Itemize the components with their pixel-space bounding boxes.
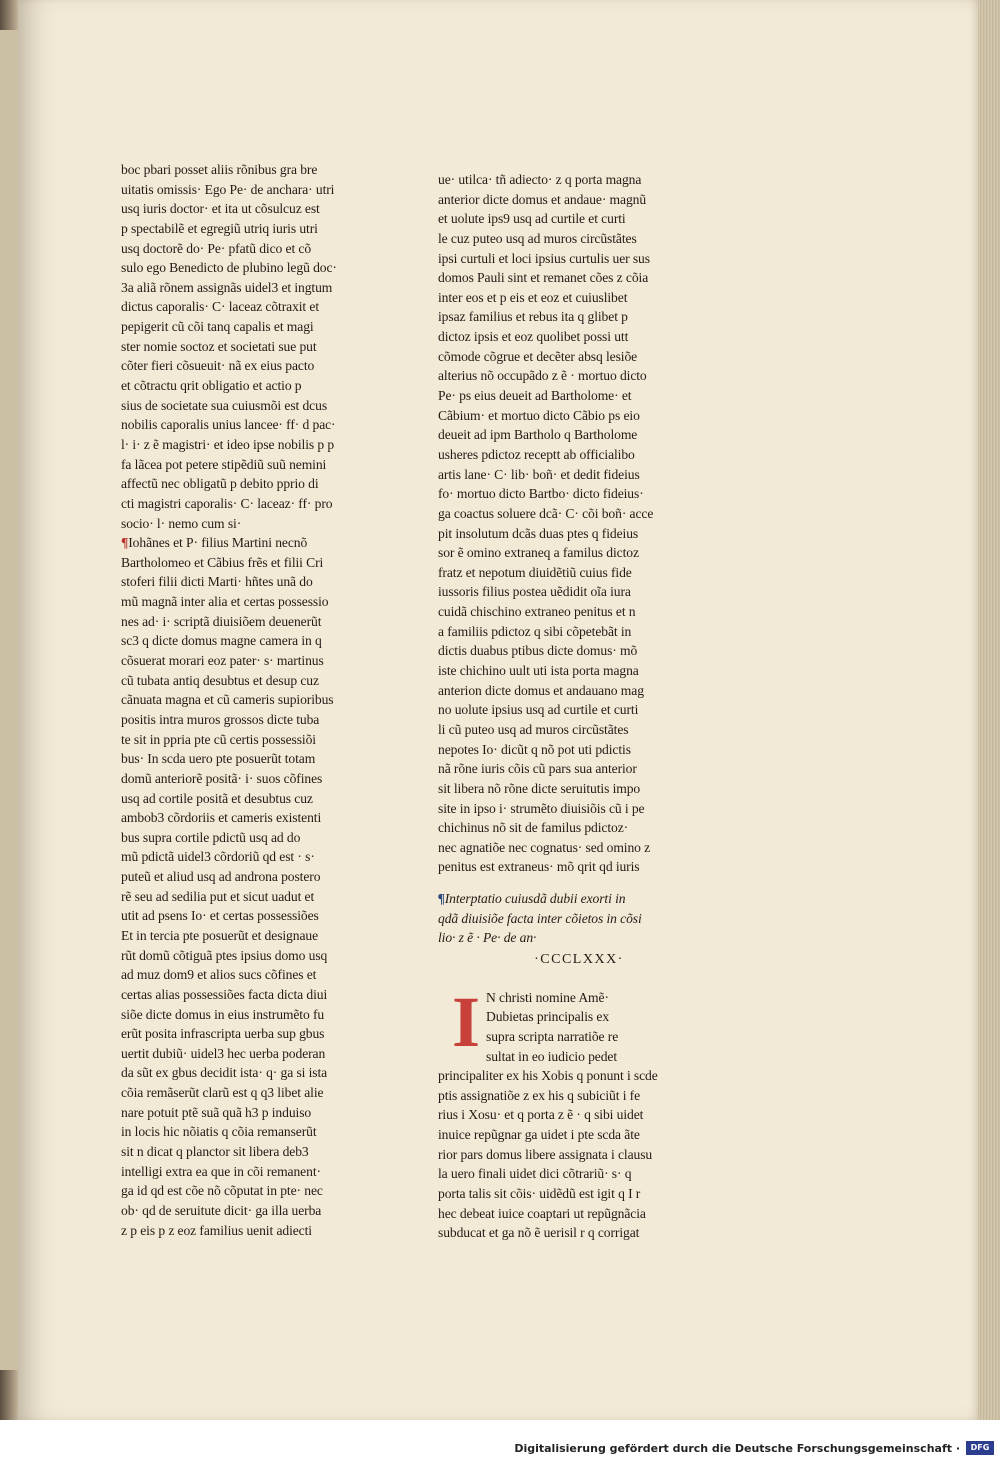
decorated-initial-letter: I <box>452 981 480 1062</box>
text-line: qdã diuisiõe facta inter cõietos in cõsi <box>438 910 642 926</box>
text-line: sc3 q dicte domus magne camera in q <box>121 633 322 649</box>
text-line: intelligi extra ea que in cõi remanent· <box>121 1163 321 1179</box>
text-line: a familiis pdictoz q sibi cõpetebãt in <box>438 623 632 639</box>
text-line <box>121 533 369 553</box>
initial-paragraph <box>438 981 700 1243</box>
text-line: ster nomie soctoz et societati sue put <box>121 338 317 354</box>
text-line: domos Pauli sint et remanet cões z cõia <box>438 270 649 286</box>
text-line: da sũt ex gbus decidit ista· q· ga si ista <box>121 1065 328 1081</box>
text-line: nobilis caporalis unius lancee· ff· d pac· <box>121 417 336 433</box>
funding-credit: Digitalisierung gefördert durch die Deutsche Forschungsgemeinschaft · <box>514 1442 960 1455</box>
text-line: lio· z ẽ · Pe· de an· <box>438 930 537 946</box>
text-line: domũ anteriorẽ positã· i· suos cõfines <box>121 770 323 786</box>
text-line: bus· In scda uero pte posuerũt totam <box>121 751 316 767</box>
text-line: cõia remãserũt clarũ est q q3 libet alie <box>121 1085 324 1101</box>
text-line: ue· utilca· tñ adiecto· z q porta magna <box>438 172 642 187</box>
text-line: 3a aliã rõnem assignãs uidel3 et ingtum <box>121 279 333 295</box>
text-line: usq ad cortile positã et desubtus cuz <box>121 790 313 806</box>
text-line: l· i· z ẽ magistri· et ideo ipse nobilis p p <box>121 436 335 452</box>
text-line: Bartholomeo et Cãbius frẽs et filii Cri <box>121 554 324 570</box>
text-line: cõmode cõgrue et decẽter absq lesiõe <box>438 348 638 364</box>
text-line: pepigerit cũ cõi tanq capalis et magi <box>121 319 314 335</box>
text-line: usheres pdictoz receptt ab officialibo <box>438 446 635 462</box>
text-line: usq doctorẽ do· Pe· pfatũ dico et cõ <box>121 240 312 256</box>
right-text-column <box>438 170 700 1243</box>
text-line: iste chichino uult uti ista porta magna <box>438 663 639 679</box>
text-line: stoferi filii dicti Marti· hñtes unã do <box>121 574 313 590</box>
text-line: rũt domũ cõtiguã ptes ipsius domo usq <box>121 947 328 963</box>
text-line: socio· l· nemo cum si· <box>121 515 242 531</box>
text-line: rẽ seu ad sedilia put et sicut uadut et <box>121 888 315 904</box>
text-line: Dubietas principalis ex <box>486 1009 610 1025</box>
text-line: rior pars domus libere assignata i clausu <box>438 1146 653 1162</box>
text-line: dictus caporalis· C· laceaz cõtraxit et <box>121 299 320 315</box>
text-line: site in ipso i· strumẽto diuisiõis cũ i pe <box>438 800 645 816</box>
text-line: z p eis p z eoz familius uenit adiecti <box>121 1222 312 1238</box>
text-line: nes ad· i· scriptã diuisiõem deuenerũt <box>121 613 322 629</box>
text-line: subducat et ga nõ ẽ uerisil r q corrigat <box>438 1225 640 1241</box>
text-line: cuidã chischino extraneo penitus et n <box>438 604 636 620</box>
text-line: iussoris filius postea uẽdidit oĩa iura <box>438 584 631 600</box>
text-line: principaliter ex his Xobis q ponunt i scde <box>438 1068 658 1084</box>
text-line: ipsaz familius et rebus ita q glibet p <box>438 309 628 325</box>
text-line: rius i Xosu· et q porta z ẽ · q sibi uidet <box>438 1107 644 1123</box>
text-line: sulo ego Benedicto de plubino legũ doc· <box>121 260 337 276</box>
text-line: erũt posita infrascripta uerba sup gbus <box>121 1026 325 1042</box>
text-line: ptis assignatiõe z ex his q subiciũt i fe <box>438 1087 641 1103</box>
text-line: et uolute ips9 usq ad curtile et curti <box>438 211 626 227</box>
text-line: le cuz puteo usq ad muros circũstãtes <box>438 230 637 246</box>
text-line: fo· mortuo dicto Bartbo· dicto fideius· <box>438 486 644 502</box>
paragraph-mark-icon: ¶ <box>121 535 129 551</box>
text-line: sit libera nõ rõne dicte seruitutis impo <box>438 780 641 796</box>
text-line: usq iuris doctor· et ita ut cõsulcuz est <box>121 201 320 217</box>
text-line: alterius nõ occupãdo z ẽ · mortuo dicto <box>438 368 647 384</box>
text-line-content: Iohãnes et P· filius Martini necnõ <box>128 535 308 551</box>
text-line: cãnuata magna et cũ cameris supioribus <box>121 692 334 708</box>
section-number: ·CCCLXXX· <box>534 951 624 967</box>
text-line: et cõtractu qrit obligatio et actio p <box>121 378 302 394</box>
text-line: ob· qd de seruitute dicit· ga illa uerba <box>121 1202 322 1218</box>
text-line: positis intra muros grossos dicte tuba <box>121 711 320 727</box>
facing-page-edge <box>0 30 18 1370</box>
left-text-column <box>121 160 369 1240</box>
text-line: artis lane· C· lib· boñ· et dedit fideius <box>438 466 640 482</box>
text-line: cõsuerat morari eoz pater· s· martinus <box>121 653 324 669</box>
text-line: dictoz ipsis et eoz quolibet possi utt <box>438 329 629 345</box>
dfg-logo: DFG <box>966 1441 994 1455</box>
text-line: ambob3 cõrdoriis et cameris existenti <box>121 810 322 826</box>
text-line: inter eos et p eis et eoz et cuiuslibet <box>438 289 628 305</box>
text-line: anterior dicte domus et andaue· magnũ <box>438 191 647 207</box>
text-line: Et in tercia pte posuerũt et designaue <box>121 927 319 943</box>
right-paragraph-1 <box>438 170 700 877</box>
text-line: ga id qd est cõe nõ cõputat in pte· nec <box>121 1183 323 1199</box>
text-line: cũ tubata antiq desubtus et desup cuz <box>121 672 319 688</box>
text-line: boc pbari posset aliis rõnibus gra bre <box>121 162 318 177</box>
text-line: ad muz dom9 et alios sucs cõfines et <box>121 967 317 983</box>
text-line: penitus est extraneus· mõ qrit qd iuris <box>438 859 640 875</box>
text-line: p spectabilẽ et egregiũ utriq iuris utri <box>121 220 318 236</box>
text-line: nepotes Io· dicũt q nõ pot uti pdictis <box>438 741 631 757</box>
text-line: cõter fieri cõsueuit· nã ex eius pacto <box>121 358 315 374</box>
text-line: fa lãcea pot petere stipẽdiũ suũ nemini <box>121 456 327 472</box>
text-line: ga coactus soluere dcã· C· cõi boñ· acce <box>438 505 654 521</box>
text-line: puteũ et aliud usq ad androna postero <box>121 869 321 885</box>
left-paragraph-1 <box>121 160 369 533</box>
footer-bar <box>0 1420 1000 1463</box>
book-page <box>18 0 978 1420</box>
text-line: cti magistri caporalis· C· laceaz· ff· pro <box>121 495 333 511</box>
text-line: certas alias possessiões facta dicta diui <box>121 986 328 1002</box>
text-line: sultat in eo iudicio pedet <box>486 1048 618 1064</box>
text-line: hec debeat iuice coaptari ut repũgnãcia <box>438 1205 646 1221</box>
text-line: nã rõne iuris cõis cũ pars sua anterior <box>438 761 637 777</box>
text-line: uitatis omissis· Ego Pe· de anchara· utri <box>121 181 335 197</box>
text-line: ipsi curtuli et loci ipsius curtulis uer sus <box>438 250 650 266</box>
text-line: no uolute ipsius usq ad curtile et curti <box>438 702 639 718</box>
text-line: sius de societate sua cuiusmõi est dcus <box>121 397 328 413</box>
text-line <box>438 889 700 909</box>
text-line: deueit ad ipm Bartholo q Bartholome <box>438 427 638 443</box>
text-line: chichinus nõ sit de familus pdictoz· <box>438 820 629 836</box>
text-line: sor ẽ omino extraneq a familus dictoz <box>438 545 639 561</box>
paragraph-mark-icon: ¶ <box>438 891 445 907</box>
text-line: nec agnatiõe nec cognatus· sed omino z <box>438 839 651 855</box>
text-line: uertit dubiũ· uidel3 hec uerba poderan <box>121 1045 326 1061</box>
text-line: N christi nomine Amẽ· <box>486 989 609 1005</box>
text-line: dictis duabus ptibus dicte domus· mõ <box>438 643 638 659</box>
text-line: supra scripta narratiõe re <box>486 1028 619 1044</box>
text-line: siõe dicte domus in eius instrumẽto fu <box>121 1006 325 1022</box>
left-paragraph-2 <box>121 533 369 1240</box>
text-line: Cãbium· et mortuo dicto Cãbio ps eio <box>438 407 640 423</box>
text-line: anterion dicte domus et andauano mag <box>438 682 644 698</box>
text-line: utit ad psens Io· et certas possessiões <box>121 908 319 924</box>
section-heading <box>438 889 700 948</box>
text-line: in locis hic nõiatis q cõia remanserũt <box>121 1124 317 1140</box>
text-line: li cũ puteo usq ad muros circũstãtes <box>438 721 629 737</box>
text-line: te sit in ppria pte cũ certis possessiõi <box>121 731 316 747</box>
text-line: bus supra cortile pdictũ usq ad do <box>121 829 301 845</box>
text-line: sit n dicat q planctor sit libera deb3 <box>121 1144 309 1160</box>
text-line: porta talis sit cõis· uidẽdũ est igit q I r <box>438 1186 641 1202</box>
text-line: Pe· ps eius deueit ad Bartholome· et <box>438 388 632 404</box>
text-line: mũ magnã inter alia et certas possessio <box>121 594 329 610</box>
text-line: fratz et nepotum diuidẽtiũ cuius fide <box>438 564 632 580</box>
text-line: affectũ nec obligatũ p debito pprio di <box>121 476 319 492</box>
text-line: inuice repũgnar ga uidet i pte scda ãte <box>438 1127 640 1143</box>
text-line: la uero finali uidet dici cõtrariũ· s· q <box>438 1166 632 1182</box>
text-line: nare potuit ptẽ suã quã h3 p induiso <box>121 1104 312 1120</box>
text-line-content: Interptatio cuiusdã dubii exorti in <box>444 891 626 907</box>
text-line: mũ pdictã uidel3 cõrdoriũ qd est · s· <box>121 849 315 865</box>
text-line: pit insolutum dcãs duas ptes q fideius <box>438 525 639 541</box>
